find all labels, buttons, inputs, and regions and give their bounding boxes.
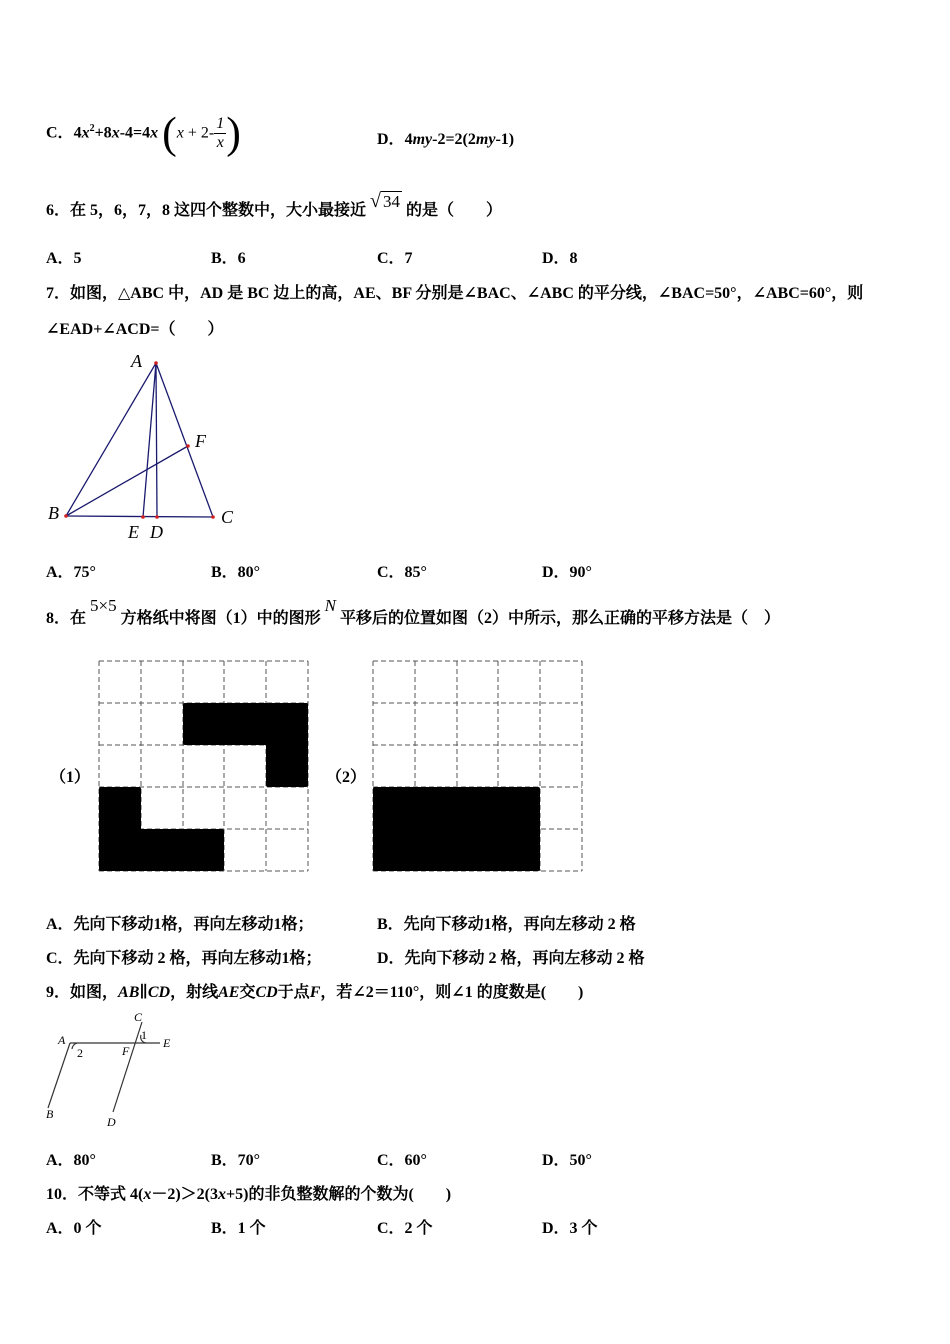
q7-label-e: E [128,522,139,542]
q5-option-d: D．4my-2=2(2my-1) [377,131,515,148]
q7-option-b: B．80° [211,564,261,581]
q7-option-c: C．85° [377,564,427,581]
q6-stem: 6．在 5，6，7，8 这四个整数中，大小最接近 √ 34 的是（ ） [46,190,503,219]
q6-option-a: A．5 [46,250,82,267]
q9-label-c: C [134,1010,143,1024]
q8-option-a: A．先向下移动1格，再向左移动1格； [46,916,314,933]
sqrt-34: √ 34 [370,190,400,212]
q9-label-d: D [107,1115,116,1129]
right-paren: ) [226,108,241,158]
q7-label-c: C [221,507,234,527]
q7-option-a: A．75° [46,564,96,581]
q7-label-f: F [195,431,206,451]
q9-option-c: C．60° [377,1152,427,1169]
q9-option-b: B．70° [211,1152,261,1169]
q8-stem: 8．在 5×5 方格纸中将图（1）中的图形 N 平移后的位置如图（2）中所示，那么正确的平移方法是（ ） [46,596,780,627]
q8-option-c: C．先向下移动 2 格，再向左移动1格； [46,950,322,967]
q10-stem: 10．不等式 4(x－2)＞2(3x+5)的非负整数解的个数为( ) [46,1186,452,1203]
line-cd [113,1022,142,1112]
q9-label-angle2: 2 [77,1046,83,1060]
q9-label-e: E [163,1036,171,1050]
q9-label-b: B [46,1107,54,1121]
q9-label-angle1: 1 [141,1028,147,1042]
q7-label-a: A [131,351,142,371]
shape-n: N [324,596,336,615]
q8-fig2-label: （2） [326,769,367,786]
q10-option-c: C．2 个 [377,1220,433,1237]
q6-option-b: B．6 [211,250,246,267]
q6-option-c: C．7 [377,250,413,267]
line-ab [48,1043,70,1108]
q9-label-a: A [58,1033,66,1047]
q9-option-d: D．50° [542,1152,592,1169]
q5-option-c: C．$4x^2+8x-4=4x$ (x + 2- $\frac{1}{x}$ ) [46,108,241,158]
q7-stem-line2: ∠EAD+∠ACD=（ ） [46,321,224,338]
q6-option-d: D．8 [542,250,578,267]
q9-stem: 9．如图，AB∥CD，射线AE交CD于点F，若∠2＝110°，则∠1 的度数是( ) [46,984,584,1001]
q7-stem-line1: 7．如图，△ABC 中，AD 是 BC 边上的高，AE、BF 分别是∠BAC、∠ABC 的平分线，∠BAC=50°，∠ABC=60°，则 [46,285,864,302]
q7-option-d: D．90° [542,564,592,581]
q10-option-a: A．0 个 [46,1220,102,1237]
grid-size: 5×5 [90,596,117,615]
q5-option-c-label: C． [46,124,74,142]
q10-option-b: B．1 个 [211,1220,266,1237]
q10-option-d: D．3 个 [542,1220,598,1237]
left-paren: ( [162,108,177,158]
q9-option-a: A．80° [46,1152,96,1169]
q8-option-d: D．先向下移动 2 格，再向左移动 2 格 [377,950,645,967]
q7-label-b: B [48,503,59,523]
q8-fig1-label: （1） [50,769,91,786]
q9-label-f: F [122,1044,130,1058]
q8-option-b: B．先向下移动1格，再向左移动 2 格 [377,916,636,933]
q7-label-d: D [150,522,163,542]
fraction: $\frac{1}{x}$ [216,115,225,152]
